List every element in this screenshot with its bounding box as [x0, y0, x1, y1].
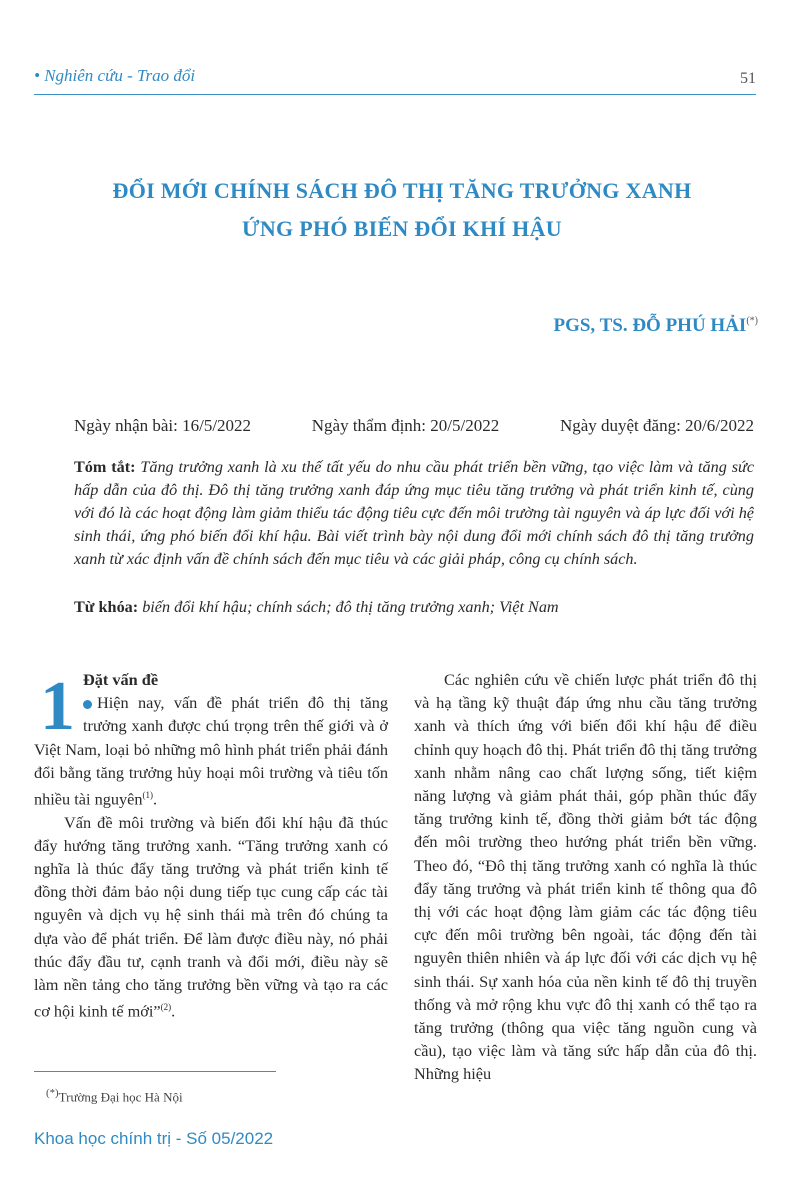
dates-row [74, 416, 754, 436]
author [553, 315, 758, 337]
title-line-1: ĐỔI MỚI CHÍNH SÁCH ĐÔ THỊ TĂNG TRƯỞNG XANH [112, 178, 692, 203]
abstract-label: Tóm tắt: [74, 458, 136, 476]
section-heading: Đặt vấn đề [83, 670, 159, 689]
paragraph: Vấn đề môi trường và biến đổi khí hậu đã thúc đẩy hướng tăng trưởng xanh. “Tăng trưởng xanh có nghĩa là thúc đẩy tăng trưởng và phát triển kinh tế đồng thời đảm bảo nội dung tiếp tục cung cấp các tài nguyên và dịch vụ hệ sinh thái mà trên đó chúng ta dựa vào để phát triển. Để làm được điều này, nó phải thúc đẩy đầu tư, cạnh tranh và đổi mới, điều này sẽ làm nền tảng cho tăng trưởng bền vững và tạo ra các cơ hội kinh tế mới”$^{(2)}$. [34, 812, 388, 1021]
footnote-ref: (2) [160, 1002, 172, 1013]
bullet-icon: • [34, 66, 40, 85]
left-column [34, 668, 388, 1023]
paragraph: Các nghiên cứu về chiến lược phát triển đô thị và hạ tầng kỹ thuật đáp ứng nhu cầu tăng trưởng xanh và thích ứng với biến đổi khí hậu để điều chỉnh quy hoạch đô thị. Phát triển đô thị tăng trưởng xanh nhằm nâng cao chất lượng sống, tiết kiệm năng lượng và giảm phát thải, góp phần thúc đẩy tăng trưởng kinh tế, đồng thời giảm bớt tác động đến môi trường theo hướng phát triển bền vững. Theo đó, “Đô thị tăng trưởng xanh có nghĩa là thúc đẩy tăng trưởng và phát triển kinh tế thông qua đô thị với các hoạt động làm giảm các tác động tiêu cực đến môi trường bên ngoài, tác động đến tài nguyên thiên nhiên và áp lực đối với các dịch vụ hệ sinh thái. Sự xanh hóa của nền kinh tế đô thị truyền thống và mở rộng khu vực đô thị xanh có thể tạo ra tăng trưởng (thông qua việc tăng nguồn cung và cầu), tạo việc làm và tăng sức hấp dẫn của đô thị. Những hiệu [414, 670, 757, 1084]
date-approved: Ngày duyệt đăng: 20/6/2022 [559, 416, 754, 435]
paragraph: Hiện nay, vấn đề phát triển đô thị tăng trưởng xanh được chú trọng trên thế giới và ở Việt Nam, loại bỏ những mô hình phát triển phải đánh đổi bằng tăng trưởng hủy hoại môi trường và tiêu tốn nhiều tài nguyên$^{(1)}$. [34, 693, 388, 809]
journal-footer: Khoa học chính trị - Số 05/2022 [34, 1129, 274, 1148]
page-number: 51 [740, 70, 756, 87]
footnote-divider [34, 1071, 276, 1072]
footnote-text: Trường Đại học Hà Nội [58, 1089, 183, 1105]
footnote [46, 1087, 183, 1105]
author-name: PGS, TS. ĐỖ PHÚ HẢI [553, 315, 747, 336]
section-text: Nghiên cứu - Trao đổi [44, 66, 196, 85]
author-footnote-mark: (*) [746, 315, 758, 327]
right-column [414, 668, 757, 1086]
date-received: Ngày nhận bài: 16/5/2022 [74, 416, 252, 435]
abstract-text: Tăng trưởng xanh là xu thế tất yếu do nhu cầu phát triển bền vững, tạo việc làm và tăng sức hấp dẫn của đô thị. Đô thị tăng trưởng xanh đáp ứng mục tiêu tăng trưởng và phát triển kinh tế, cùng với đó là các hoạt động làm giảm thiểu tác động tiêu cực đến môi trường tài nguyên và áp lực đối với hệ sinh thái, ứng phó biến đổi khí hậu. Bài viết trình bày nội dung đổi mới chính sách đô thị tăng trưởng xanh từ xác định vấn đề chính sách đến mục tiêu và các giải pháp, công cụ chính sách. [74, 458, 755, 568]
footnote-ref: (1) [142, 790, 154, 801]
title-line-2: ỨNG PHÓ BIẾN ĐỔI KHÍ HẬU [242, 216, 562, 241]
keywords-text: biến đổi khí hậu; chính sách; đô thị tăng trưởng xanh; Việt Nam [142, 598, 559, 616]
keywords-label: Từ khóa: [74, 598, 139, 616]
article-title [40, 172, 764, 248]
date-reviewed: Ngày thẩm định: 20/5/2022 [311, 416, 500, 435]
bullet-dot-icon [83, 700, 92, 709]
section-label [34, 66, 195, 86]
running-header [34, 64, 756, 95]
footnote-mark: (*) [46, 1087, 59, 1099]
section-number-dropcap: 1 [40, 668, 75, 745]
abstract [74, 456, 754, 571]
keywords [74, 596, 754, 619]
